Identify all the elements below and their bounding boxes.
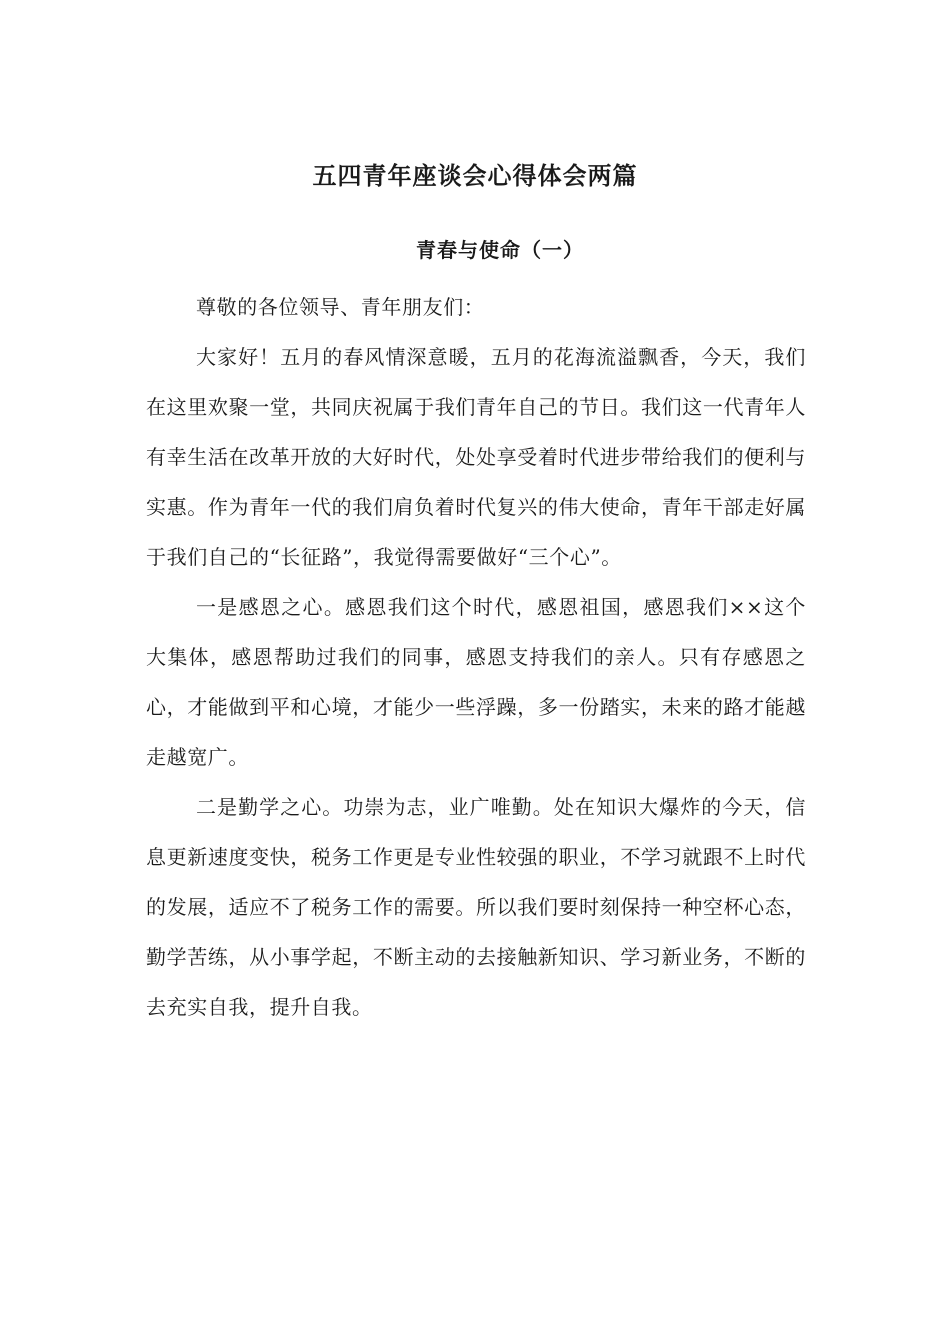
paragraph-intro: 大家好！五月的春风情深意暖，五月的花海流溢飘香，今天，我们在这里欢聚一堂，共同庆祝属于我们青年自己的节日。我们这一代青年人有幸生活在改革开放的大好时代，处处享受着时代进步带给我们的便利与实惠。作为青年一代的我们肩负着时代复兴的伟大使命，青年干部走好属于我们自己的“长征路”，我觉得需要做好“三个心”。 xyxy=(146,345,806,569)
paragraph-greeting: 尊敬的各位领导、青年朋友们： xyxy=(196,295,485,319)
paragraph-diligence: 二是勤学之心。功崇为志，业广唯勤。处在知识大爆炸的今天，信息更新速度变快，税务工作更是专业性较强的职业，不学习就跟不上时代的发展，适应不了税务工作的需要。所以我们要时刻保持一种空杯心态，勤学苦练，从小事学起，不断主动的去接触新知识、学习新业务，不断的去充实自我，提升自我。 xyxy=(146,795,806,1019)
document-title: 五四青年座谈会心得体会两篇 xyxy=(312,161,638,190)
document-subtitle: 青春与使命（一） xyxy=(416,238,584,262)
document-body xyxy=(146,282,806,1032)
paragraph-gratitude: 一是感恩之心。感恩我们这个时代，感恩祖国，感恩我们××这个大集体，感恩帮助过我们的同事，感恩支持我们的亲人。只有存感恩之心，才能做到平和心境，才能少一些浮躁，多一份踏实，未来的路才能越走越宽广。 xyxy=(146,595,806,769)
